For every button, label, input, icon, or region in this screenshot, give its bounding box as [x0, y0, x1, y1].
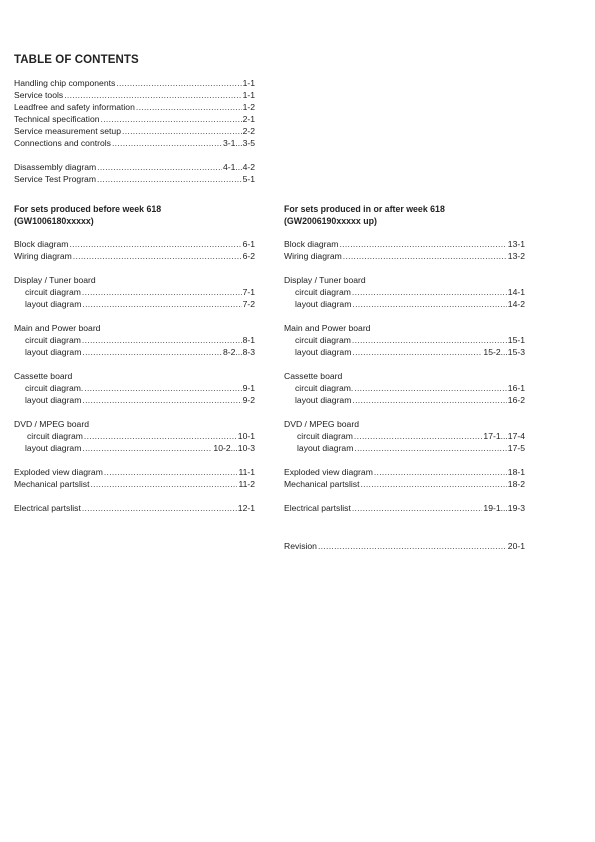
toc-label: circuit diagram [25, 335, 81, 345]
toc-entry-service-measurement[interactable] [14, 125, 255, 137]
toc-page: 9-2 [242, 395, 255, 405]
leader-dots [82, 346, 222, 358]
toc-label: circuit diagram [297, 431, 353, 441]
leader-dots [318, 540, 507, 552]
toc-page: 15-2...15-3 [483, 347, 525, 357]
toc-label: layout diagram [295, 347, 352, 357]
toc-label: layout diagram [295, 299, 352, 309]
toc-entry-display-layout[interactable] [295, 298, 525, 310]
toc-page: 7-1 [242, 287, 255, 297]
toc-entry-exploded-view[interactable] [14, 466, 255, 478]
toc-entry-wiring-diagram[interactable] [284, 250, 525, 262]
toc-entry-main-layout[interactable] [295, 346, 525, 358]
toc-entry-display-circuit[interactable] [25, 286, 255, 298]
leader-dots [122, 125, 242, 137]
toc-entry-block-diagram[interactable] [284, 238, 525, 250]
toc-entry-display-circuit[interactable] [295, 286, 525, 298]
leader-dots [69, 238, 241, 250]
toc-page: 18-2 [507, 479, 525, 489]
toc-page: 1-1 [242, 78, 255, 88]
leader-dots [112, 137, 222, 149]
toc-label: Wiring diagram [284, 251, 342, 261]
toc-label: Block diagram [284, 239, 339, 249]
leader-dots [82, 334, 242, 346]
toc-entry-technical-spec[interactable] [14, 113, 255, 125]
leader-dots [352, 346, 482, 358]
toc-entry-electrical-partslist[interactable] [284, 502, 525, 514]
toc-page: 8-1 [242, 335, 255, 345]
toc-label: circuit diagram [27, 431, 83, 441]
toc-entry-display-layout[interactable] [25, 298, 255, 310]
leader-dots [374, 466, 507, 478]
leader-dots [82, 502, 237, 514]
leader-dots [101, 113, 242, 125]
toc-entry-disassembly[interactable] [14, 161, 255, 173]
toc-entry-leadfree[interactable] [14, 101, 255, 113]
left-main-board-title: Main and Power board [14, 323, 101, 333]
left-display-board-title: Display / Tuner board [14, 275, 96, 285]
toc-entry-main-layout[interactable] [25, 346, 255, 358]
toc-label: Exploded view diagram [284, 467, 373, 477]
toc-page: 13-1 [507, 239, 525, 249]
toc-label: Wiring diagram [14, 251, 72, 261]
toc-entry-cassette-layout[interactable] [295, 394, 525, 406]
toc-page: 2-2 [242, 126, 255, 136]
toc-page: 17-5 [507, 443, 525, 453]
toc-label: layout diagram [25, 395, 82, 405]
toc-label: Technical specification [14, 114, 100, 124]
left-dvd-board-title: DVD / MPEG board [14, 419, 89, 429]
toc-page: 4-1...4-2 [222, 162, 255, 172]
right-main-board-title: Main and Power board [284, 323, 371, 333]
leader-dots [82, 286, 242, 298]
right-section-heading: For sets produced in or after week 618 [284, 204, 445, 214]
leader-dots [116, 77, 241, 89]
leader-dots [352, 298, 506, 310]
left-section-code: (GW1006180xxxxx) [14, 216, 94, 226]
toc-entry-mechanical-partslist[interactable] [284, 478, 525, 490]
toc-label: Revision [284, 541, 317, 551]
toc-label: Service measurement setup [14, 126, 121, 136]
page-title: TABLE OF CONTENTS [14, 54, 139, 66]
toc-label: Electrical partslist [284, 503, 351, 513]
toc-label: Electrical partslist [14, 503, 81, 513]
leader-dots [354, 430, 483, 442]
toc-entry-dvd-layout[interactable] [297, 442, 525, 454]
leader-dots [339, 238, 506, 250]
toc-entry-dvd-circuit[interactable] [27, 430, 255, 442]
toc-label: Handling chip components [14, 78, 116, 88]
toc-entry-connections[interactable] [14, 137, 255, 149]
toc-label: Disassembly diagram [14, 162, 97, 172]
toc-page: 17-1...17-4 [483, 431, 525, 441]
leader-dots [90, 478, 237, 490]
toc-page: 16-1 [507, 383, 525, 393]
toc-label: Service tools [14, 90, 64, 100]
toc-label: layout diagram [295, 395, 352, 405]
toc-entry-service-test[interactable] [14, 173, 255, 185]
toc-label: layout diagram [25, 347, 82, 357]
leader-dots [352, 394, 506, 406]
leader-dots [82, 394, 241, 406]
toc-page: 15-1 [507, 335, 525, 345]
leader-dots [354, 382, 507, 394]
toc-page: 11-2 [238, 479, 255, 489]
toc-page: 3-1...3-5 [222, 138, 255, 148]
toc-label: Mechanical partslist [14, 479, 90, 489]
leader-dots [352, 334, 507, 346]
toc-entry-main-circuit[interactable] [25, 334, 255, 346]
leader-dots [354, 442, 506, 454]
right-section-code: (GW2006190xxxxx up) [284, 216, 377, 226]
toc-label: Mechanical partslist [284, 479, 360, 489]
toc-page: 11-1 [238, 467, 255, 477]
toc-page: 8-2...8-3 [222, 347, 255, 357]
toc-page: 9-1 [242, 383, 255, 393]
toc-label: circuit diagram [295, 335, 351, 345]
toc-page: 18-1 [507, 467, 525, 477]
toc-label: Exploded view diagram [14, 467, 103, 477]
leader-dots [352, 286, 507, 298]
toc-label: Connections and controls [14, 138, 111, 148]
toc-page: 16-2 [507, 395, 525, 405]
toc-label: circuit diagram [25, 287, 81, 297]
leader-dots [343, 250, 507, 262]
toc-entry-handling-chip[interactable] [14, 77, 255, 89]
toc-label: circuit diagram. [295, 383, 354, 393]
leader-dots [97, 161, 222, 173]
leader-dots [352, 502, 483, 514]
toc-page: 5-1 [242, 174, 255, 184]
toc-page: 14-1 [507, 287, 525, 297]
leader-dots [104, 466, 238, 478]
toc-label: Service Test Program [14, 174, 96, 184]
toc-entry-service-tools[interactable] [14, 89, 255, 101]
toc-entry-cassette-circuit[interactable] [295, 382, 525, 394]
toc-page: 12-1 [237, 503, 255, 513]
toc-page: 10-2...10-3 [213, 443, 255, 453]
leader-dots [64, 89, 241, 101]
toc-entry-dvd-circuit[interactable] [297, 430, 525, 442]
toc-page: 6-2 [242, 251, 255, 261]
toc-page: 20-1 [507, 541, 525, 551]
right-dvd-board-title: DVD / MPEG board [284, 419, 359, 429]
left-cassette-board-title: Cassette board [14, 371, 73, 381]
right-display-board-title: Display / Tuner board [284, 275, 366, 285]
leader-dots [97, 173, 242, 185]
toc-page: 19-1...19-3 [483, 503, 525, 513]
right-cassette-board-title: Cassette board [284, 371, 343, 381]
toc-entry-exploded-view[interactable] [284, 466, 525, 478]
left-section-heading: For sets produced before week 618 [14, 204, 162, 214]
toc-label: Leadfree and safety information [14, 102, 135, 112]
toc-page: 13-2 [507, 251, 525, 261]
toc-label: layout diagram [25, 299, 82, 309]
toc-entry-cassette-circuit[interactable] [25, 382, 255, 394]
toc-page: 1-2 [242, 102, 255, 112]
toc-page: 1-1 [242, 90, 255, 100]
toc-page: 2-1 [242, 114, 255, 124]
leader-dots [84, 382, 241, 394]
toc-page: 10-1 [237, 431, 255, 441]
toc-entry-wiring-diagram[interactable] [14, 250, 255, 262]
toc-page: 7-2 [242, 299, 255, 309]
toc-label: circuit diagram. [25, 383, 84, 393]
toc-page: 14-2 [507, 299, 525, 309]
toc-entry-cassette-layout[interactable] [25, 394, 255, 406]
toc-entry-main-circuit[interactable] [295, 334, 525, 346]
toc-page: 6-1 [242, 239, 255, 249]
toc-entry-mechanical-partslist[interactable] [14, 478, 255, 490]
leader-dots [82, 442, 212, 454]
toc-entry-revision[interactable] [284, 540, 525, 552]
leader-dots [84, 430, 237, 442]
toc-entry-electrical-partslist[interactable] [14, 502, 255, 514]
toc-entry-dvd-layout[interactable] [25, 442, 255, 454]
leader-dots [73, 250, 242, 262]
leader-dots [136, 101, 242, 113]
toc-label: layout diagram [25, 443, 82, 453]
leader-dots [360, 478, 506, 490]
toc-entry-block-diagram[interactable] [14, 238, 255, 250]
toc-label: layout diagram [297, 443, 354, 453]
leader-dots [82, 298, 241, 310]
toc-label: Block diagram [14, 239, 69, 249]
toc-label: circuit diagram [295, 287, 351, 297]
